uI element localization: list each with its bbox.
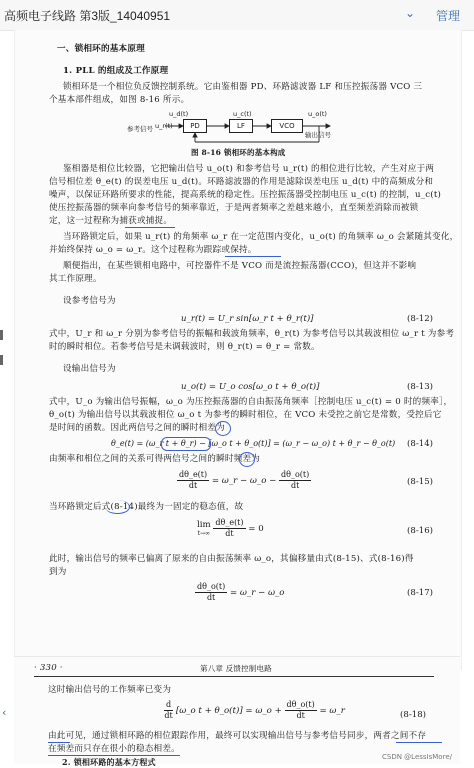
book-page-330 <box>14 656 460 767</box>
pen-underline <box>48 742 70 743</box>
uo-label: u_o(t) <box>308 110 327 118</box>
paragraph-line: 是时间的函数。因此两信号之间的瞬时相差为 <box>49 423 225 433</box>
paragraph-line: 当环路锁定后，如果 u_r(t) 的角频率 ω_r 在一定范围内变化，u_o(t) 的角频率 ω_o 会紧随其变化， <box>63 232 459 242</box>
equation-8-17: $\frac{d\theta\_o(t)}{dt}$ = ω_r − ω_o <box>197 582 285 602</box>
equation-number: (8-13) <box>407 382 434 392</box>
app-header <box>0 0 474 31</box>
paragraph-line: 其工作原理。 <box>49 274 102 284</box>
page-number: · 330 · <box>34 663 63 673</box>
paragraph-line: 这时输出信号的工作频率已变为 <box>48 685 172 695</box>
edge-artifact <box>0 330 3 340</box>
paragraph-line: 此时，输出信号的频率已偏离了原来的自由振荡频率 ω_o，其偏移量由式(8-15)、式(8-16)得 <box>49 554 414 564</box>
pen-underline <box>225 256 281 257</box>
ur-label: u_r(t) <box>155 122 173 130</box>
header-rule <box>34 676 434 677</box>
paragraph-line: 由频率和相位之间的关系可得两信号之间的瞬时频差为 <box>49 454 261 464</box>
pd-block: PD <box>183 119 207 133</box>
paragraph-line: 信号相位差 θ_e(t) 的误差电压 u_d(t)。环路滤波器的作用是滤除误差电压 u_d(t) 中的高频成分和 <box>49 177 434 187</box>
equation-8-16: lim t→∞ $\frac{d\theta\_e(t)}{dt}$ = 0 <box>197 518 264 538</box>
equation-number: (8-18) <box>400 710 427 720</box>
pen-circle <box>215 421 231 436</box>
paragraph-line: 设输出信号为 <box>63 364 116 374</box>
equation-8-14: θ_e(t) = (ω_r t + θ_r) − [ω_o t + θ_o(t)] = (ω_r − ω_o) t + θ_r − θ_o(t) <box>111 439 396 448</box>
equation-number: (8-14) <box>407 439 434 449</box>
pen-circle <box>161 437 211 451</box>
vco-block: VCO <box>271 119 303 133</box>
equation-8-15: $\frac{d\theta\_e(t)}{dt}$ = ω_r − ω_o − $\frac{d\theta\_o(t)}{dt}$ <box>179 470 310 490</box>
paragraph-line: 定，这一过程称为捕获或捕捉。 <box>49 216 173 226</box>
paragraph-line: 式中，U_o 为输出信号振幅，ω_o 为压控振荡器的自由振荡角频率［控制电压 u_c(t) = 0 时的频率］， <box>49 397 453 407</box>
document-title: 高频电子线路 第3版_14040951 <box>4 8 171 23</box>
chevron-down-icon[interactable]: ⌄ <box>405 6 416 20</box>
figure-caption: 图 8-16 锁相环的基本构成 <box>191 148 286 157</box>
uc-label: u_c(t) <box>233 110 252 118</box>
edge-artifact <box>0 355 3 365</box>
paragraph-line: 噪声，以保证环路所要求的性能，提高系统的稳定性。压控振荡器受控制电压 u_c(t) 的控制，u_c(t) <box>49 190 442 200</box>
equation-8-13: u_o(t) = U_o cos[ω_o t + θ_o(t)] <box>181 382 320 392</box>
paragraph-line: 个基本部件组成，如图 8-16 所示。 <box>49 95 190 105</box>
pen-underline <box>125 227 175 228</box>
paragraph-line: 锁相环是一个相位负反馈控制系统。它由鉴相器 PD、环路滤波器 LF 和压控振荡器 VCO 三 <box>63 82 423 92</box>
chapter-header: 第八章 反馈控制电路 <box>200 664 272 673</box>
subsection-heading: 1. PLL 的组成及工作原理 <box>63 66 169 76</box>
ud-label: u_d(t) <box>169 110 189 118</box>
pen-mark <box>105 500 130 514</box>
paragraph-line: 顺便指出，在某些锁相电路中，可控器件不是 VCO 而是流控振荡器(CCO)，但这并不影响 <box>63 261 417 271</box>
paragraph-line: 由此可见，通过锁相环路的相位跟踪作用，最终可以实现输出信号与参考信号同步，两者之间不存 <box>48 731 427 741</box>
manage-button[interactable]: 管理 <box>436 9 461 23</box>
reference-signal-label: 参考信号 <box>127 125 153 133</box>
paragraph-line: 当环路锁定后式(8-14)最终为一固定的稳态值，故 <box>49 502 244 512</box>
equation-8-12: u_r(t) = U_r sin[ω_r t + θ_r(t)] <box>181 314 314 324</box>
watermark: CSDN @LessIsMore/ <box>382 753 452 761</box>
pen-circle <box>239 452 255 467</box>
pen-underline <box>48 755 180 756</box>
paragraph-line: θ_o(t) 为输出信号以其载波相位 ω_o t 为参考的瞬时相位，在 VCO 未受控之前它是常数，受控后它 <box>49 410 442 420</box>
pen-underline <box>396 742 442 743</box>
equation-number: (8-17) <box>407 588 434 598</box>
paragraph-line: 并始终保持 ω_o = ω_r。这个过程称为跟踪或保持。 <box>49 245 257 255</box>
paragraph-line: 式中，U_r 和 ω_r 分别为参考信号的振幅和载波角频率，θ_r(t) 为参考信号以其载波相位 ω_r t 为参考 <box>49 329 455 339</box>
output-signal-label: 输出信号 <box>305 131 331 139</box>
paragraph-line: 鉴相器是相位比较器，它把输出信号 u_o(t) 和参考信号 u_r(t) 的相位进行比较，产生对应于两 <box>63 164 435 174</box>
paragraph-line: 时的瞬时相位。若参考信号是未调载波时，则 θ_r(t) = θ_r = 常数。 <box>49 342 320 352</box>
side-handle-icon[interactable]: ‹ <box>2 706 7 719</box>
book-page-329 <box>14 30 462 670</box>
lf-block: LF <box>229 119 253 133</box>
paragraph-line: 到为 <box>49 567 67 577</box>
paragraph-line: 设参考信号为 <box>63 296 116 306</box>
paragraph-line: 在频差而只存在很小的稳态相差。 <box>48 744 180 754</box>
equation-number: (8-15) <box>407 477 434 487</box>
equation-number: (8-12) <box>407 314 434 324</box>
equation-8-18: $\frac{d}{dt}$ [ω_o t + θ_o(t)] = ω_o + $\frac{d\theta\_o(t)}{dt}$ = ω_r <box>164 700 345 720</box>
section-heading-partial: 2. 锁相环路的基本方程式 <box>62 757 156 767</box>
section-heading: 一、锁相环的基本原理 <box>57 44 145 54</box>
paragraph-line: 使压控振荡器的频率向参考信号的频率靠近，于是两者频率之差越来越小，直至频差消除而被锁 <box>49 203 419 213</box>
equation-number: (8-16) <box>407 526 434 536</box>
